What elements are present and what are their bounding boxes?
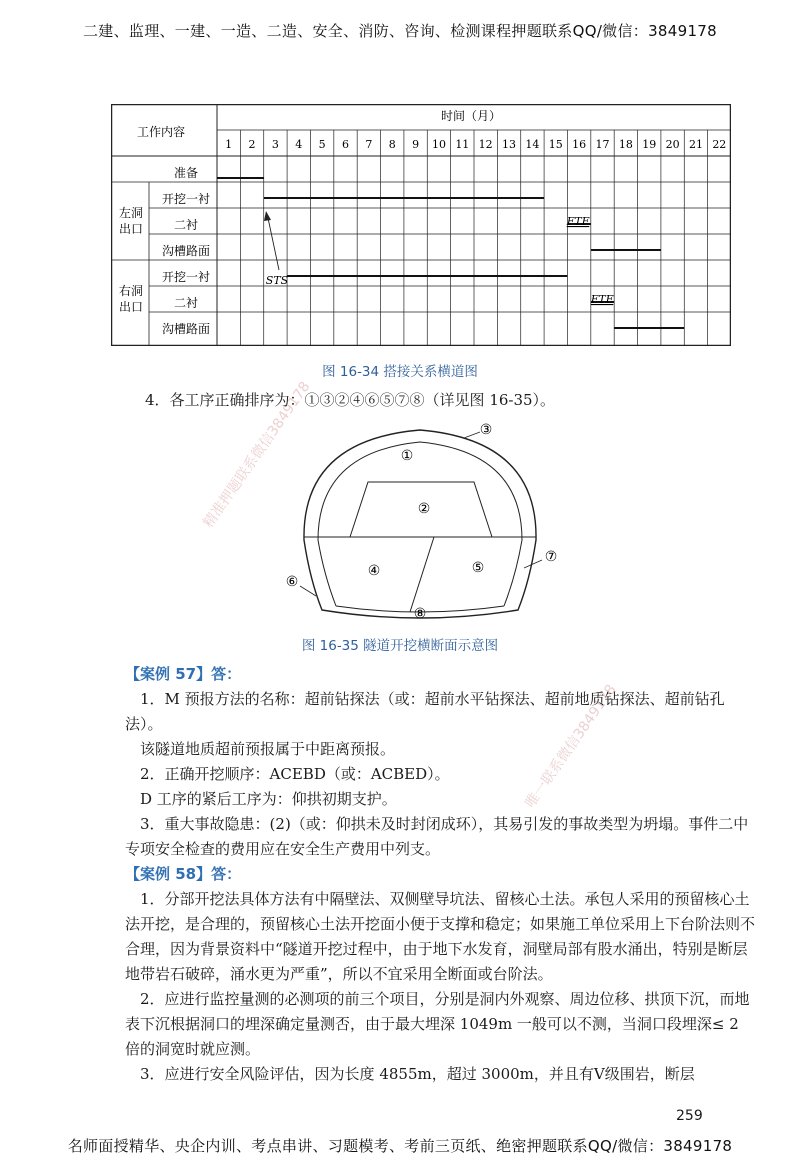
- month-label-22: 22: [712, 138, 727, 151]
- month-label-7: 7: [365, 138, 373, 151]
- month-label-10: 10: [431, 138, 446, 151]
- group-right-line1: 右洞: [118, 284, 144, 298]
- month-label-13: 13: [502, 138, 517, 151]
- label-2: ②: [417, 501, 431, 517]
- month-label-8: 8: [388, 138, 396, 151]
- label-6: ⑥: [285, 574, 299, 590]
- month-label-17: 17: [595, 138, 610, 151]
- case-58-title: 【案例 58】答：: [125, 865, 242, 883]
- month-label-21: 21: [688, 138, 703, 151]
- task-left-road: 沟槽路面: [161, 244, 211, 258]
- month-label-2: 2: [248, 138, 256, 151]
- task-right-road: 沟槽路面: [161, 322, 211, 336]
- task-right-lining: 二衬: [173, 296, 199, 310]
- month-label-5: 5: [318, 138, 326, 151]
- case-58-p3: 3．应进行安全风险评估，因为长度 4855m，超过 3000m，并且有Ⅴ级围岩，断层: [140, 1065, 695, 1083]
- ftf-left-label: FTF: [566, 215, 590, 228]
- row-labels: [119, 165, 210, 336]
- ftf-right-label: FTF: [590, 293, 614, 306]
- outer-profile: [304, 430, 536, 618]
- sts-label: STS: [265, 274, 289, 287]
- case-58-p1: 1．分部开挖法具体方法有中隔壁法、双侧壁导坑法、留核心土法。承包人采用的预留核心土法开挖，是合理的，预留核心土法开挖面小便于支撑和稳定；如果施工单位采用上下台阶法则不合理，因为背景资料中“隧道开挖过程中，由于地下水发育，洞壁局部有股水涌出，特别是断层地带岩石破碎，涌水更为严重”，所以不宜采用全断面或台阶法。: [125, 890, 756, 983]
- item-4-text: 4．各工序正确排序为：①③②④⑥⑤⑦⑧（详见图 16-35）。: [145, 391, 556, 409]
- label-5: ⑤: [471, 560, 485, 576]
- gantt-grid: [111, 104, 731, 346]
- label-1: ①: [400, 448, 414, 464]
- header-work-content: 工作内容: [136, 125, 186, 139]
- month-label-20: 20: [665, 138, 680, 151]
- lower-divider: [410, 537, 434, 612]
- case-57-p5: 3．重大事故隐患：(2)（或：仰拱未及时封闭成环），其易引发的事故类型为坍塌。事件二中专项安全检查的费用应在安全生产费用中列支。: [125, 815, 749, 858]
- watermark-2: 唯一联系微信3849178: [522, 681, 620, 811]
- group-left-line2: 出口: [118, 222, 144, 236]
- gantt-chart: [111, 104, 731, 346]
- label-7: ⑦: [544, 549, 558, 565]
- label-3: ③: [479, 422, 493, 438]
- page-header: 二建、监理、一建、一造、二造、安全、消防、咨询、检测课程押题联系QQ/微信：3849178: [83, 22, 717, 40]
- task-prep: 准备: [173, 166, 199, 180]
- month-label-15: 15: [548, 138, 563, 151]
- label-8: ⑧: [413, 606, 427, 622]
- case-57-title: 【案例 57】答：: [125, 665, 242, 683]
- task-right-excavation: 开挖一衬: [161, 270, 211, 284]
- group-left-line1: 左洞: [118, 206, 144, 220]
- case-57-p2: 该隧道地质超前预报属于中距离预报。: [140, 740, 396, 758]
- month-label-19: 19: [642, 138, 657, 151]
- leader-3: [464, 432, 480, 438]
- case-58-section: [125, 862, 755, 1087]
- month-label-12: 12: [478, 138, 493, 151]
- month-label-11: 11: [455, 138, 470, 151]
- case-57-p3: 2．正确开挖顺序：ACEBD（或：ACBED）。: [140, 765, 450, 783]
- month-label-18: 18: [618, 138, 633, 151]
- month-label-16: 16: [572, 138, 587, 151]
- label-4: ④: [367, 563, 381, 579]
- figure-16-35-caption: 图 16-35 隧道开挖横断面示意图: [301, 638, 499, 654]
- task-left-lining: 二衬: [173, 218, 199, 232]
- tunnel-cross-section: [280, 420, 560, 630]
- watermark-1: 精准押题联系微信3849178: [200, 378, 314, 531]
- leader-7: [524, 560, 542, 568]
- task-left-excavation: 开挖一衬: [161, 192, 211, 206]
- month-label-3: 3: [271, 138, 279, 151]
- case-58-p2: 2．应进行监控量测的必测项的前三个项目，分别是洞内外观察、周边位移、拱顶下沉，而地表下沉根据洞口的埋深确定量测否，由于最大埋深 1049m 一般可以不测，当洞口段埋深≤ 2 倍的洞宽时就应测。: [125, 990, 750, 1058]
- page-number: 259: [676, 1108, 703, 1124]
- case-57-p4: D 工序的紧后工序为：仰拱初期支护。: [140, 790, 397, 808]
- figure-16-34-caption: 图 16-34 搭接关系横道图: [322, 364, 478, 380]
- page-footer: 名师面授精华、央企内训、考点串讲、习题模考、考前三页纸、绝密押题联系QQ/微信：3849178: [67, 1137, 733, 1155]
- month-label-14: 14: [525, 138, 540, 151]
- month-label-1: 1: [225, 138, 233, 151]
- month-label-6: 6: [342, 138, 349, 151]
- group-right-line2: 出口: [118, 300, 144, 314]
- month-label-9: 9: [412, 138, 420, 151]
- month-label-4: 4: [295, 138, 303, 151]
- case-57-p1: 1．M 预报方法的名称：超前钻探法（或：超前水平钻探法、超前地质钻探法、超前钻孔法）。: [125, 690, 725, 733]
- case-57-section: [125, 662, 755, 862]
- sts-arrow: [264, 211, 279, 270]
- month-labels: [225, 138, 726, 151]
- header-time: 时间（月）: [440, 109, 502, 123]
